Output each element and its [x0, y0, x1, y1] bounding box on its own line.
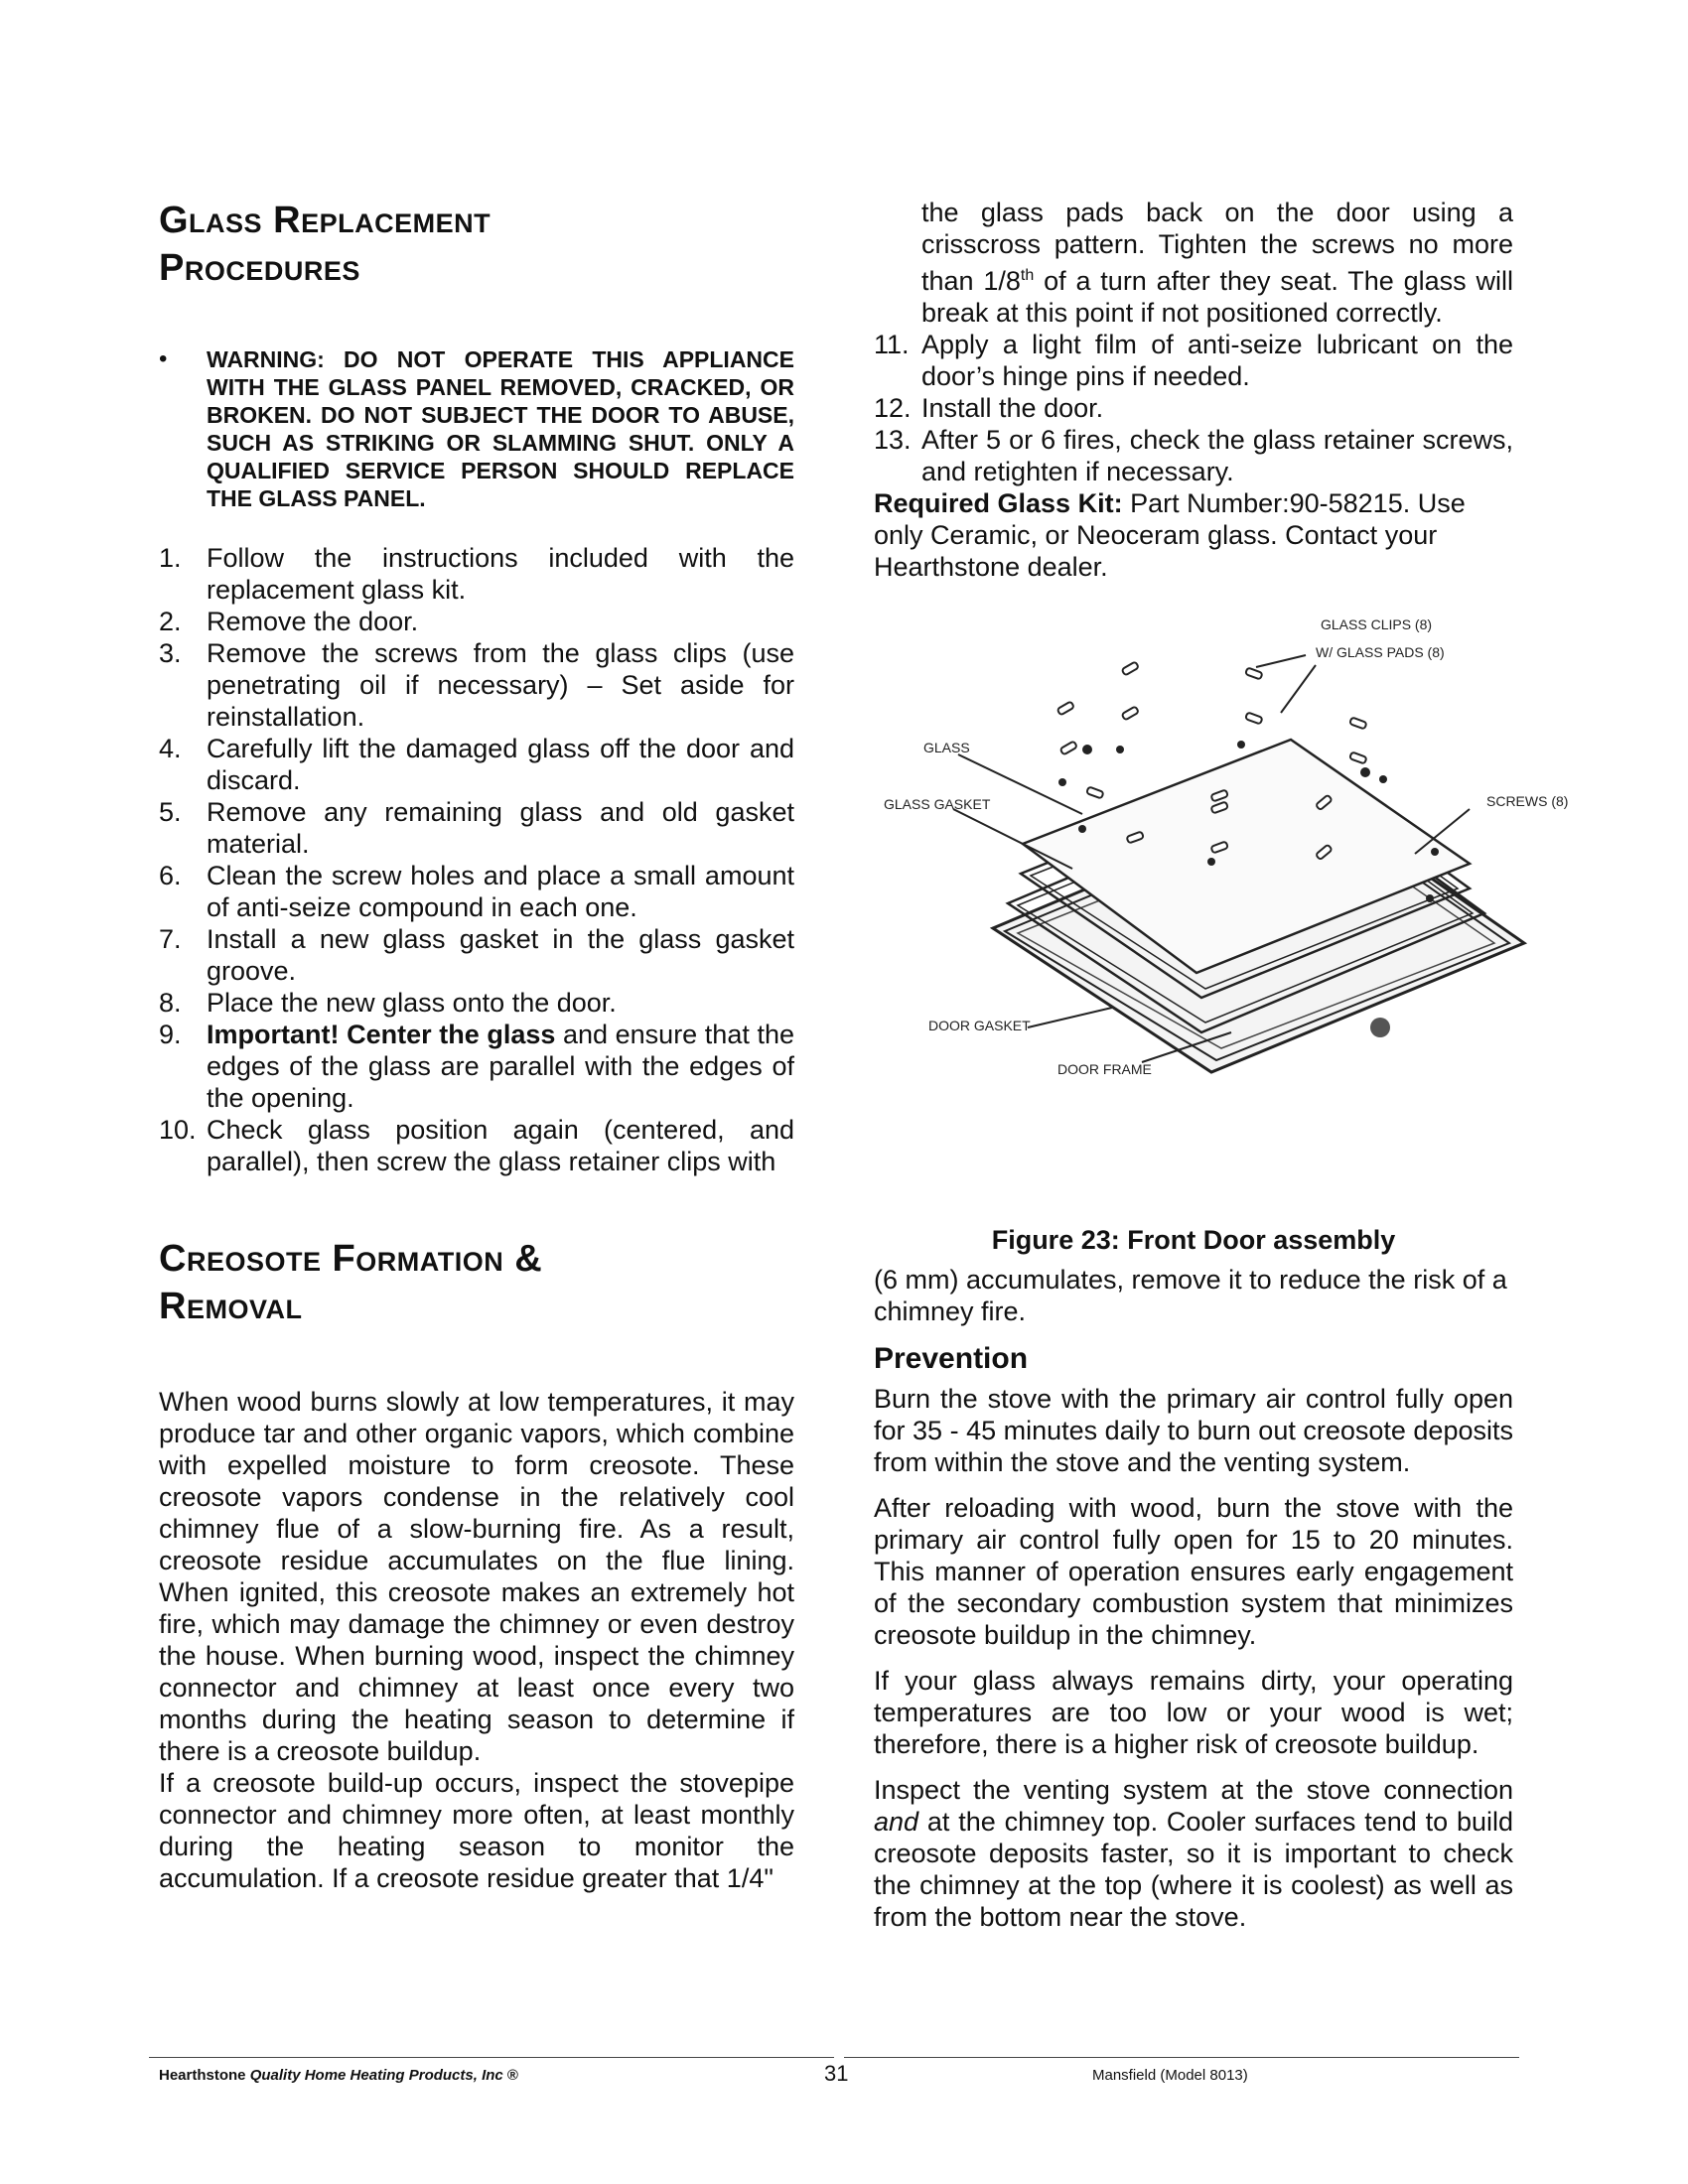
prevention-paragraph-2: After reloading with wood, burn the stove with the primary air control fully open for 15 to 20 minutes. This manner of operation ensures early engagement of the secondary combustion system that minimizes creosote buildup in the chimney.	[874, 1493, 1513, 1650]
list-item	[874, 392, 1513, 424]
step-number: 6.	[159, 861, 182, 890]
label-screws: SCREWS (8)	[1486, 793, 1569, 809]
p4-italic: and	[874, 1807, 919, 1837]
warning-block	[159, 345, 794, 512]
step-text: Carefully lift the damaged glass off the door and discard.	[207, 734, 794, 795]
list-item	[159, 923, 794, 987]
footer-registered: ®	[506, 2067, 518, 2084]
list-item	[159, 860, 794, 923]
step-text: Apply a light film of anti-seize lubricant on the door’s hinge pins if needed.	[921, 330, 1513, 391]
section-title-line: Procedures	[159, 247, 360, 289]
p4-text-b: at the chimney top. Cooler surfaces tend to build creosote deposits faster, so it is important to check the chimney at the top (where it is coolest) as well as from the bottom near the stove.	[874, 1807, 1513, 1932]
step-text: Install a new glass gasket in the glass gasket groove.	[207, 924, 794, 986]
label-glass-gasket: GLASS GASKET	[884, 796, 991, 812]
footer-model: Mansfield (Model 8013)	[1092, 2067, 1248, 2084]
step-number: 12.	[874, 393, 912, 423]
list-item	[159, 796, 794, 860]
prevention-paragraph-4	[874, 1774, 1513, 1933]
page-footer	[149, 2057, 1519, 2097]
step-text: Clean the screw holes and place a small amount of anti-seize compound in each one.	[207, 861, 794, 922]
step-number: 7.	[159, 924, 182, 954]
list-item	[159, 606, 794, 637]
step-number: 2.	[159, 607, 182, 636]
glass-kit-text: Part Number:90-58215. Use only Ceramic, or Neoceram glass. Contact your Hearthstone dealer.	[874, 488, 1466, 582]
step-number: 3.	[159, 638, 182, 668]
step-text: Remove any remaining glass and old gasket material.	[207, 797, 794, 859]
step-text: After 5 or 6 fires, check the glass retainer screws, and retighten if necessary.	[921, 425, 1513, 486]
footer-brand-tagline: Quality Home Heating Products, Inc	[249, 2067, 503, 2084]
front-door-assembly-diagram	[874, 606, 1589, 1102]
creosote-paragraph-1: When wood burns slowly at low temperatures, it may produce tar and other organic vapors, which combine with expelled moisture to form creosote. These creosote vapors condense in the relatively cool chimney flue of a slow-burning fire. As a result, creosote residue accumulates on the flue lining. When ignited, this creosote makes an extremely hot fire, which may damage the chimney or even destroy the house. When burning wood, inspect the chimney connector and chimney at least once every two months during the heating season to determine if there is a creosote buildup.	[159, 1387, 794, 1766]
glass-steps-list	[159, 542, 794, 1177]
glass-steps-list-continued	[874, 329, 1513, 487]
label-door-frame: DOOR FRAME	[1057, 1061, 1152, 1077]
label-glass-pads: W/ GLASS PADS (8)	[1316, 644, 1445, 660]
creosote-paragraph-2: If a creosote build-up occurs, inspect the stovepipe connector and chimney more often, at least monthly during the heating season to monitor the accumulation. If a creosote residue greater that 1/4"	[159, 1768, 794, 1893]
superscript: th	[1020, 267, 1035, 284]
figure-caption: Figure 23: Front Door assembly	[991, 1225, 1396, 1255]
right-column-lower	[874, 1224, 1513, 1933]
step10-text: the glass pads back on the door using a crisscross pattern. Tighten the screws no more than 1/8	[921, 198, 1513, 296]
step-number: 11.	[874, 330, 910, 359]
section-title-line: Creosote Formation &	[159, 1238, 543, 1280]
step-text: Place the new glass onto the door.	[207, 988, 617, 1018]
label-glass: GLASS	[923, 740, 970, 755]
step-text: Follow the instructions included with the replacement glass kit.	[207, 543, 794, 605]
step10-text-2: of a turn after they seat. The glass will break at this point if not positioned correctly.	[921, 266, 1513, 328]
step-number: 10.	[159, 1115, 197, 1145]
p4-text-a: Inspect the venting system at the stove connection	[874, 1775, 1513, 1805]
section-title-creosote	[159, 1235, 794, 1330]
list-item	[159, 542, 794, 606]
warning-text: WARNING: DO NOT OPERATE THIS APPLIANCE WITH THE GLASS PANEL REMOVED, CRACKED, OR BROKEN. DO NOT SUBJECT THE DOOR TO ABUSE, SUCH AS STRIKING OR SLAMMING SHUT. ONLY A QUALIFIED SERVICE PERSON SHOULD REPLACE THE GLASS PANEL.	[207, 346, 794, 511]
list-item	[159, 987, 794, 1019]
step-text: Remove the screws from the glass clips (use penetrating oil if necessary) – Set aside for reinstallation.	[207, 638, 794, 732]
right-column	[874, 197, 1513, 583]
glass-kit-info	[874, 487, 1513, 583]
list-item	[874, 424, 1513, 487]
creosote-continuation: (6 mm) accumulates, remove it to reduce the risk of a chimney fire.	[874, 1265, 1507, 1326]
section-title-line: Removal	[159, 1286, 303, 1327]
step-number: 8.	[159, 988, 182, 1018]
section-title-glass-replacement	[159, 197, 794, 292]
list-item	[159, 1114, 794, 1177]
step-number: 9.	[159, 1020, 182, 1049]
prevention-paragraph-1: Burn the stove with the primary air control fully open for 35 - 45 minutes daily to burn out creosote deposits from within the stove and the venting system.	[874, 1384, 1513, 1477]
left-column	[159, 197, 794, 1894]
step-emphasis: Important! Center the glass	[207, 1020, 556, 1049]
step-text-rest: and ensure that the edges of the glass are parallel with the edges of the opening.	[207, 1020, 794, 1113]
step-number: 4.	[159, 734, 182, 763]
step-text: Install the door.	[921, 393, 1104, 423]
section-title-line: Glass Replacement	[159, 200, 492, 241]
bullet-icon: •	[159, 345, 168, 372]
label-glass-clips: GLASS CLIPS (8)	[1321, 616, 1433, 632]
step-number: 5.	[159, 797, 182, 827]
step-number: 1.	[159, 543, 182, 573]
step-text: Remove the door.	[207, 607, 419, 636]
step-number: 13.	[874, 425, 912, 455]
list-item	[159, 1019, 794, 1114]
prevention-paragraph-3: If your glass always remains dirty, your operating temperatures are too low or your wood is wet; therefore, there is a higher risk of creosote buildup.	[874, 1666, 1513, 1759]
list-item	[874, 329, 1513, 392]
list-item	[159, 637, 794, 733]
list-item	[159, 733, 794, 796]
step-text: Check glass position again (centered, and parallel), then screw the glass retainer clips with	[207, 1115, 794, 1176]
prevention-heading: Prevention	[874, 1342, 1029, 1375]
step-text	[207, 1019, 794, 1114]
label-door-gasket: DOOR GASKET	[928, 1018, 1031, 1033]
glass-kit-label: Required Glass Kit:	[874, 488, 1123, 518]
footer-brand-name: Hearthstone	[159, 2067, 246, 2084]
footer-rule	[149, 2057, 834, 2058]
page-number: 31	[824, 2061, 849, 2086]
footer-rule	[844, 2057, 1519, 2058]
footer-brand	[159, 2067, 518, 2084]
hinge-knob	[1370, 1018, 1390, 1037]
step10-continuation	[874, 197, 1513, 329]
